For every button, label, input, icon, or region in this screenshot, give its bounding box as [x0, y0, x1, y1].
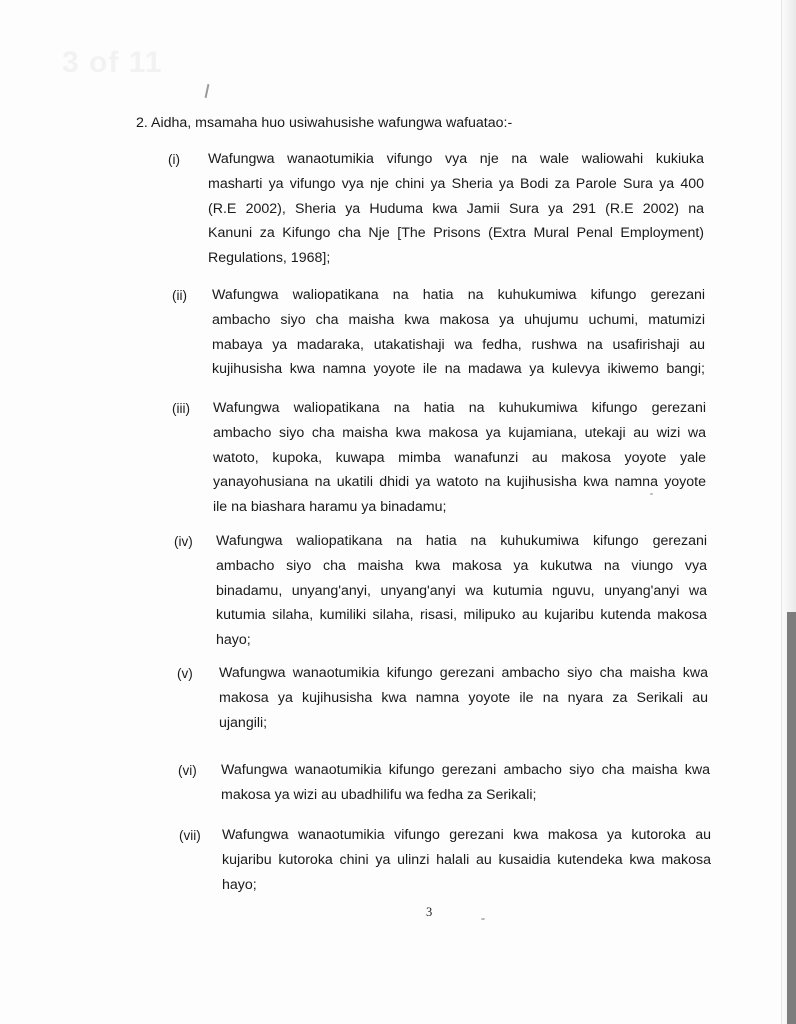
item-line: Wafungwa waliopatikana na hatia na kuhukumiwa kifungo gerezani	[213, 400, 706, 416]
intro-paragraph: 2. Aidha, msamaha huo usiwahusishe wafungwa wafuatao:-	[136, 115, 513, 131]
item-number: (ii)	[172, 288, 187, 303]
ghost-page-mark: 3 of 11	[62, 46, 163, 79]
item-line: masharti ya vifungo vya nje chini ya Sheria ya Bodi za Parole Sura ya 400	[208, 176, 704, 192]
item-line: ile na biashara haramu ya binadamu;	[213, 499, 447, 515]
item-line: kujaribu kutoroka chini ya ulinzi halali au kusaidia kutendeka kwa makosa	[222, 852, 711, 868]
item-number: (iii)	[172, 401, 190, 416]
item-line: Wafungwa wanaotumikia vifungo vya nje na wale waliowahi kukiuka	[208, 151, 704, 167]
item-line: ambacho siyo cha maisha kwa makosa ya uhujumu uchumi, matumizi	[212, 312, 705, 328]
item-line: Wafungwa wanaotumikia kifungo gerezani ambacho siyo cha maisha kwa	[219, 665, 708, 681]
item-line: Kanuni za Kifungo cha Nje [The Prisons (Extra Mural Penal Employment)	[208, 225, 704, 241]
item-number: (iv)	[174, 534, 193, 549]
item-line: ujangili;	[219, 715, 268, 731]
item-number: (i)	[168, 152, 180, 167]
scrollbar[interactable]	[787, 612, 796, 1024]
item-line: Wafungwa wanaotumikia kifungo gerezani ambacho siyo cha maisha kwa	[221, 762, 710, 778]
item-line: kujihusisha kwa namna yoyote ile na madawa ya kulevya ikiwemo bangi;	[212, 361, 705, 377]
item-line: watoto, kupoka, kuwapa mimba wanafunzi au makosa yoyote yale	[213, 450, 706, 466]
item-line: Regulations, 1968];	[208, 250, 331, 266]
item-line: yanayohusiana na ukatili dhidi ya watoto na kujihusisha kwa namna yoyote	[213, 474, 706, 490]
item-line: (R.E 2002), Sheria ya Huduma kwa Jamii Sura ya 291 (R.E 2002) na	[208, 201, 704, 217]
item-line: Wafungwa waliopatikana na hatia na kuhukumiwa kifungo gerezani	[216, 533, 707, 549]
item-line: ambacho siyo cha maisha kwa makosa ya kujamiana, utekaji au wizi wa	[213, 425, 706, 441]
item-line: kutumia silaha, kumiliki silaha, risasi, milipuko au kujaribu kutenda makosa	[216, 607, 707, 623]
item-line: hayo;	[222, 877, 257, 893]
item-line: Wafungwa wanaotumikia vifungo gerezani kwa makosa ya kutoroka au	[222, 827, 711, 843]
item-line: binadamu, unyang'anyi, unyang'anyi wa kutumia nguvu, unyang'anyi wa	[216, 583, 707, 599]
item-number: (vi)	[178, 763, 197, 778]
item-line: makosa ya kujihusisha kwa namna yoyote ile na nyara za Serikali au	[219, 690, 708, 706]
item-number: (v)	[177, 666, 193, 681]
item-line: Wafungwa waliopatikana na hatia na kuhukumiwa kifungo gerezani	[212, 287, 705, 303]
paper-speck	[481, 918, 485, 920]
item-number: (vii)	[179, 828, 201, 843]
item-line: mabaya ya madaraka, utakatishaji wa fedha, rushwa na usafirishaji au	[212, 337, 705, 353]
item-line: ambacho siyo cha maisha kwa makosa ya kukutwa na viungo vya	[216, 558, 707, 574]
paper-speck	[650, 493, 653, 495]
item-line: makosa ya wizi au ubadhilifu wa fedha za Serikali;	[221, 787, 537, 803]
item-line: hayo;	[216, 632, 251, 648]
ink-smudge	[205, 84, 210, 98]
page-number: 3	[426, 905, 433, 919]
